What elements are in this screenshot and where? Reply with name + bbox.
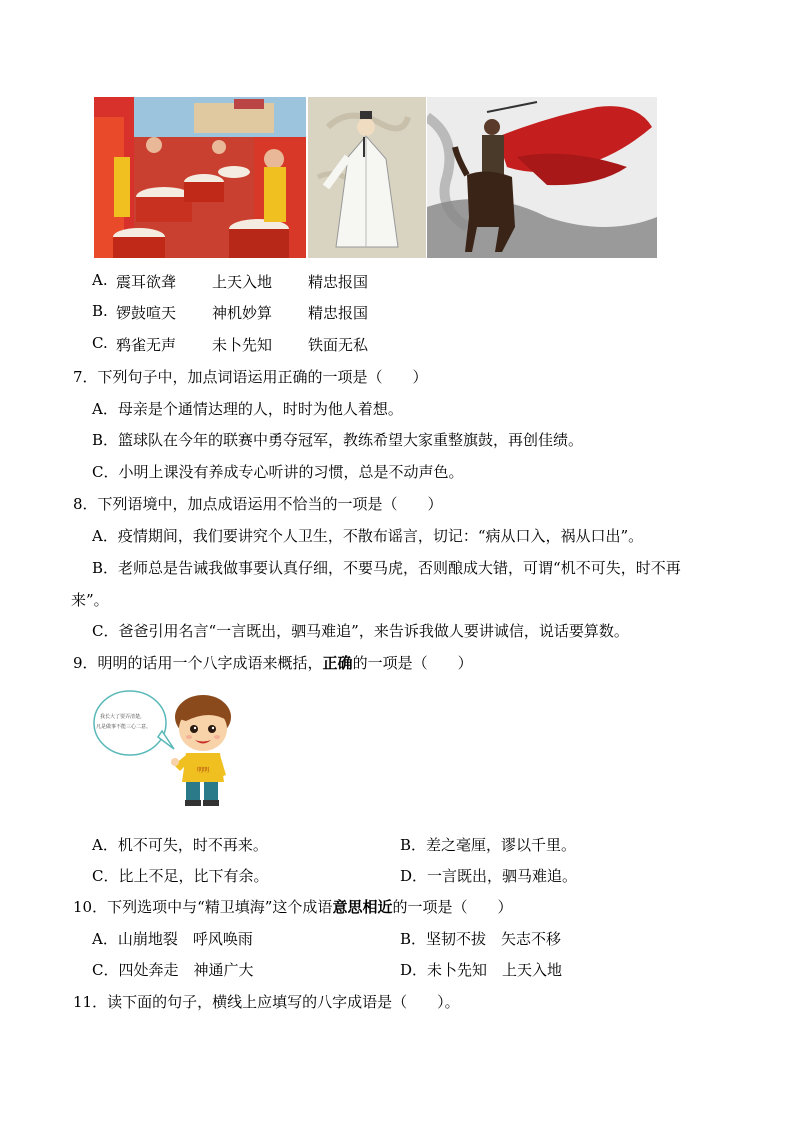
q9-option-b[interactable]: B．差之毫厘，谬以千里。 (400, 836, 577, 854)
q10-option-c[interactable]: C．四处奔走 神通广大 (92, 961, 254, 979)
q8-option-a[interactable]: A．疫情期间，我们要讲究个人卫生，不散布谣言，切记：“病从口入，祸从口出”。 (92, 527, 644, 545)
shirt-label: 明明 (197, 767, 210, 774)
option-word: 精忠报国 (308, 304, 369, 322)
q11-stem: 11．读下面的句子，横线上应填写的八字成语是（ ）。 (73, 993, 460, 1011)
q10-option-b[interactable]: B．坚韧不拔 矢志不移 (400, 930, 562, 948)
q9-option-a[interactable]: A．机不可失，时不再来。 (92, 836, 268, 854)
drum-performance-image (94, 97, 306, 258)
q10-stem-bold: 意思相近 (332, 898, 393, 916)
option-word: 神机妙算 (212, 304, 273, 322)
q9-option-c[interactable]: C．比上不足，比下有余。 (92, 867, 269, 885)
q8-option-b-line1[interactable]: B．老师总是告诫我做事要认真仔细，不要马虎，否则酿成大错，可谓“机不可失，时不再 (92, 559, 681, 577)
mingming-figure (90, 687, 240, 809)
q9-option-d[interactable]: D．一言既出，驷马难追。 (400, 867, 578, 885)
q7-option-b[interactable]: B．篮球队在今年的联赛中勇夺冠军，教练希望大家重整旗鼓，再创佳绩。 (92, 431, 584, 449)
q9-stem (73, 652, 473, 673)
speech-bubble-line2: 凡是做事不能三心二意。 (96, 724, 152, 730)
warrior-on-horse-image (427, 97, 657, 258)
q8-stem: 8．下列语境中，加点成语运用不恰当的一项是（ ） (73, 495, 443, 513)
q7-option-a[interactable]: A．母亲是个通情达理的人，时时为他人着想。 (92, 400, 403, 418)
option-letter: C. (92, 334, 108, 352)
option-word: 铁面无私 (308, 336, 369, 354)
q9-stem-bold: 正确 (322, 654, 353, 672)
q10-option-a[interactable]: A．山崩地裂 呼风唤雨 (92, 930, 253, 948)
q9-stem-post: 的一项是（ ） (352, 654, 473, 672)
option-word: 上天入地 (212, 273, 273, 291)
q7-stem: 7．下列句子中，加点词语运用正确的一项是（ ） (73, 368, 428, 386)
option-letter: B. (92, 302, 108, 320)
option-word: 精忠报国 (308, 273, 369, 291)
option-word: 鸦雀无声 (116, 336, 177, 354)
option-word: 锣鼓喧天 (116, 304, 177, 322)
q10-option-d[interactable]: D．未卜先知 上天入地 (400, 961, 563, 979)
q8-option-c[interactable]: C．爸爸引用名言“一言既出，驷马难追”，来告诉我做人要讲诚信，说话要算数。 (92, 622, 629, 640)
q9-stem-pre: 9．明明的话用一个八字成语来概括， (73, 654, 323, 672)
q10-stem (73, 896, 512, 917)
q8-option-b-line2[interactable]: 来”。 (71, 591, 109, 609)
option-word: 未卜先知 (212, 336, 273, 354)
q10-stem-pre: 10．下列选项中与“精卫填海”这个成语 (73, 898, 333, 916)
q7-option-c[interactable]: C．小明上课没有养成专心听讲的习惯，总是不动声色。 (92, 463, 464, 481)
zhuge-liang-portrait-image (308, 97, 426, 258)
option-word: 震耳欲聋 (116, 273, 177, 291)
speech-bubble-line1: 我长大了要弄清楚， (100, 714, 146, 720)
q10-stem-post: 的一项是（ ） (392, 898, 513, 916)
option-letter: A. (92, 271, 108, 289)
